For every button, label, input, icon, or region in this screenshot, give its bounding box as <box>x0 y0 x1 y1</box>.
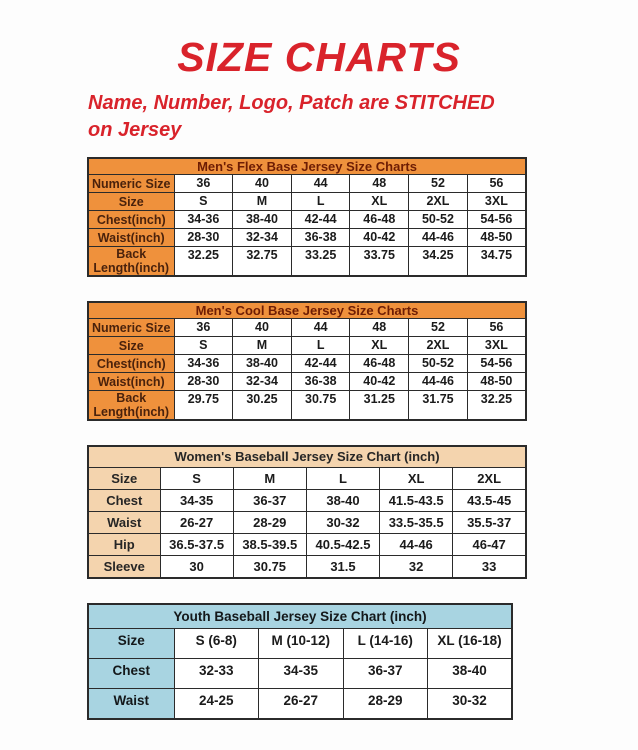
table-title-row <box>88 302 526 319</box>
size-value-cell: 38-40 <box>306 490 379 512</box>
table-row <box>88 229 526 247</box>
table-row <box>88 534 526 556</box>
row-label-cell: Chest(inch) <box>88 211 174 229</box>
table-row <box>88 355 526 373</box>
table-title: Men's Flex Base Jersey Size Charts <box>88 158 526 175</box>
table-title-row <box>88 604 512 629</box>
size-value-cell: 3XL <box>467 193 526 211</box>
page-subtitle-line2: on Jersey <box>88 119 182 141</box>
size-value-cell: 26-27 <box>160 512 233 534</box>
table-title-row <box>88 446 526 468</box>
size-value-cell: 40.5-42.5 <box>306 534 379 556</box>
size-value-cell: 42-44 <box>291 355 350 373</box>
row-label-cell: Size <box>88 629 174 659</box>
table-row <box>88 512 526 534</box>
size-value-cell: 44 <box>291 175 350 193</box>
size-value-cell: 40 <box>233 319 292 337</box>
size-value-cell: 36-37 <box>233 490 306 512</box>
table-row <box>88 175 526 193</box>
size-value-cell: 31.75 <box>409 391 468 421</box>
page-title: SIZE CHARTS <box>177 34 461 80</box>
size-value-cell: 32 <box>380 556 453 579</box>
size-value-cell: 34.75 <box>467 247 526 277</box>
size-value-cell: 34-35 <box>259 659 344 689</box>
size-value-cell: 36-38 <box>291 229 350 247</box>
size-value-cell: 28-30 <box>174 229 233 247</box>
size-value-cell: 48-50 <box>467 229 526 247</box>
size-value-cell: 3XL <box>467 337 526 355</box>
size-value-cell: 56 <box>467 175 526 193</box>
size-value-cell: 44-46 <box>409 229 468 247</box>
size-value-cell: 44-46 <box>409 373 468 391</box>
size-value-cell: 33.25 <box>291 247 350 277</box>
row-label-cell: Size <box>88 337 174 355</box>
page-subtitle-line1: Name, Number, Logo, Patch are STITCHED <box>88 92 495 114</box>
size-value-cell: 32-34 <box>233 229 292 247</box>
size-value-cell: 29.75 <box>174 391 233 421</box>
size-value-cell: 33 <box>453 556 526 579</box>
size-value-cell: 32.25 <box>174 247 233 277</box>
row-label-cell: Back Length(inch) <box>88 391 174 421</box>
size-value-cell: 36 <box>174 175 233 193</box>
size-value-cell: 31.5 <box>306 556 379 579</box>
size-value-cell: 36-37 <box>343 659 428 689</box>
size-value-cell: 38-40 <box>233 355 292 373</box>
size-value-cell: 50-52 <box>409 355 468 373</box>
size-value-cell: S <box>174 193 233 211</box>
table-row <box>88 629 512 659</box>
table-title: Youth Baseball Jersey Size Chart (inch) <box>88 604 512 629</box>
size-value-cell: 35.5-37 <box>453 512 526 534</box>
row-label-cell: Waist <box>88 512 160 534</box>
size-value-cell: 48 <box>350 319 409 337</box>
size-value-cell: L <box>291 337 350 355</box>
row-label-cell: Numeric Size <box>88 175 174 193</box>
size-value-cell: 44 <box>291 319 350 337</box>
size-value-cell: 30.75 <box>291 391 350 421</box>
size-value-cell: M <box>233 468 306 490</box>
size-value-cell: 32.25 <box>467 391 526 421</box>
size-value-cell: M <box>233 337 292 355</box>
size-value-cell: 56 <box>467 319 526 337</box>
size-value-cell: 54-56 <box>467 355 526 373</box>
size-value-cell: 52 <box>409 175 468 193</box>
row-label-cell: Waist <box>88 689 174 720</box>
size-value-cell: S <box>174 337 233 355</box>
table-title: Men's Cool Base Jersey Size Charts <box>88 302 526 319</box>
size-value-cell: 43.5-45 <box>453 490 526 512</box>
table-title: Women's Baseball Jersey Size Chart (inch) <box>88 446 526 468</box>
row-label-cell: Waist(inch) <box>88 229 174 247</box>
size-value-cell: S (6-8) <box>174 629 259 659</box>
row-label-cell: Size <box>88 468 160 490</box>
size-value-cell: 31.25 <box>350 391 409 421</box>
size-value-cell: S <box>160 468 233 490</box>
table-title-row <box>88 158 526 175</box>
size-value-cell: 24-25 <box>174 689 259 720</box>
size-value-cell: 30-32 <box>306 512 379 534</box>
table-row <box>88 337 526 355</box>
table-row <box>88 689 512 720</box>
size-value-cell: 38-40 <box>233 211 292 229</box>
table-row <box>88 319 526 337</box>
size-value-cell: 28-29 <box>343 689 428 720</box>
size-value-cell: L (14-16) <box>343 629 428 659</box>
size-value-cell: 28-30 <box>174 373 233 391</box>
row-label-cell: Waist(inch) <box>88 373 174 391</box>
table-row <box>88 659 512 689</box>
size-value-cell: 28-29 <box>233 512 306 534</box>
size-value-cell: 48-50 <box>467 373 526 391</box>
table-row <box>88 247 526 277</box>
size-value-cell: L <box>291 193 350 211</box>
size-table-mens-flex-base <box>87 157 527 277</box>
row-label-cell: Chest <box>88 490 160 512</box>
size-value-cell: 48 <box>350 175 409 193</box>
size-value-cell: 30.25 <box>233 391 292 421</box>
row-label-cell: Sleeve <box>88 556 160 579</box>
size-value-cell: 2XL <box>453 468 526 490</box>
size-value-cell: 34.25 <box>409 247 468 277</box>
page-subtitle <box>88 90 638 144</box>
size-value-cell: XL <box>350 337 409 355</box>
row-label-cell: Hip <box>88 534 160 556</box>
table-row <box>88 468 526 490</box>
size-value-cell: XL <box>380 468 453 490</box>
size-value-cell: 30.75 <box>233 556 306 579</box>
size-value-cell: 33.75 <box>350 247 409 277</box>
size-value-cell: 32-34 <box>233 373 292 391</box>
size-value-cell: 50-52 <box>409 211 468 229</box>
size-value-cell: M (10-12) <box>259 629 344 659</box>
row-label-cell: Size <box>88 193 174 211</box>
size-value-cell: 26-27 <box>259 689 344 720</box>
size-value-cell: 46-48 <box>350 355 409 373</box>
size-value-cell: 32.75 <box>233 247 292 277</box>
size-value-cell: 41.5-43.5 <box>380 490 453 512</box>
size-value-cell: 44-46 <box>380 534 453 556</box>
size-value-cell: 38.5-39.5 <box>233 534 306 556</box>
size-value-cell: 34-36 <box>174 355 233 373</box>
row-label-cell: Back Length(inch) <box>88 247 174 277</box>
tables-container <box>87 157 638 720</box>
size-value-cell: 40 <box>233 175 292 193</box>
row-label-cell: Numeric Size <box>88 319 174 337</box>
size-value-cell: 36-38 <box>291 373 350 391</box>
size-value-cell: 33.5-35.5 <box>380 512 453 534</box>
size-value-cell: 52 <box>409 319 468 337</box>
size-value-cell: 30 <box>160 556 233 579</box>
size-value-cell: 36.5-37.5 <box>160 534 233 556</box>
size-value-cell: 40-42 <box>350 373 409 391</box>
table-row <box>88 373 526 391</box>
size-value-cell: 30-32 <box>428 689 513 720</box>
size-value-cell: 32-33 <box>174 659 259 689</box>
size-value-cell: XL <box>350 193 409 211</box>
table-row <box>88 193 526 211</box>
size-value-cell: 38-40 <box>428 659 513 689</box>
table-row <box>88 556 526 579</box>
size-value-cell: L <box>306 468 379 490</box>
row-label-cell: Chest(inch) <box>88 355 174 373</box>
size-value-cell: 34-35 <box>160 490 233 512</box>
size-table-womens-baseball <box>87 445 527 579</box>
size-value-cell: 34-36 <box>174 211 233 229</box>
size-value-cell: 42-44 <box>291 211 350 229</box>
size-value-cell: 36 <box>174 319 233 337</box>
table-row <box>88 391 526 421</box>
size-value-cell: 2XL <box>409 337 468 355</box>
size-value-cell: 2XL <box>409 193 468 211</box>
size-value-cell: M <box>233 193 292 211</box>
size-table-mens-cool-base <box>87 301 527 421</box>
size-value-cell: XL (16-18) <box>428 629 513 659</box>
size-value-cell: 46-48 <box>350 211 409 229</box>
table-row <box>88 211 526 229</box>
size-value-cell: 40-42 <box>350 229 409 247</box>
row-label-cell: Chest <box>88 659 174 689</box>
table-row <box>88 490 526 512</box>
size-table-youth-baseball <box>87 603 513 720</box>
size-value-cell: 54-56 <box>467 211 526 229</box>
size-value-cell: 46-47 <box>453 534 526 556</box>
